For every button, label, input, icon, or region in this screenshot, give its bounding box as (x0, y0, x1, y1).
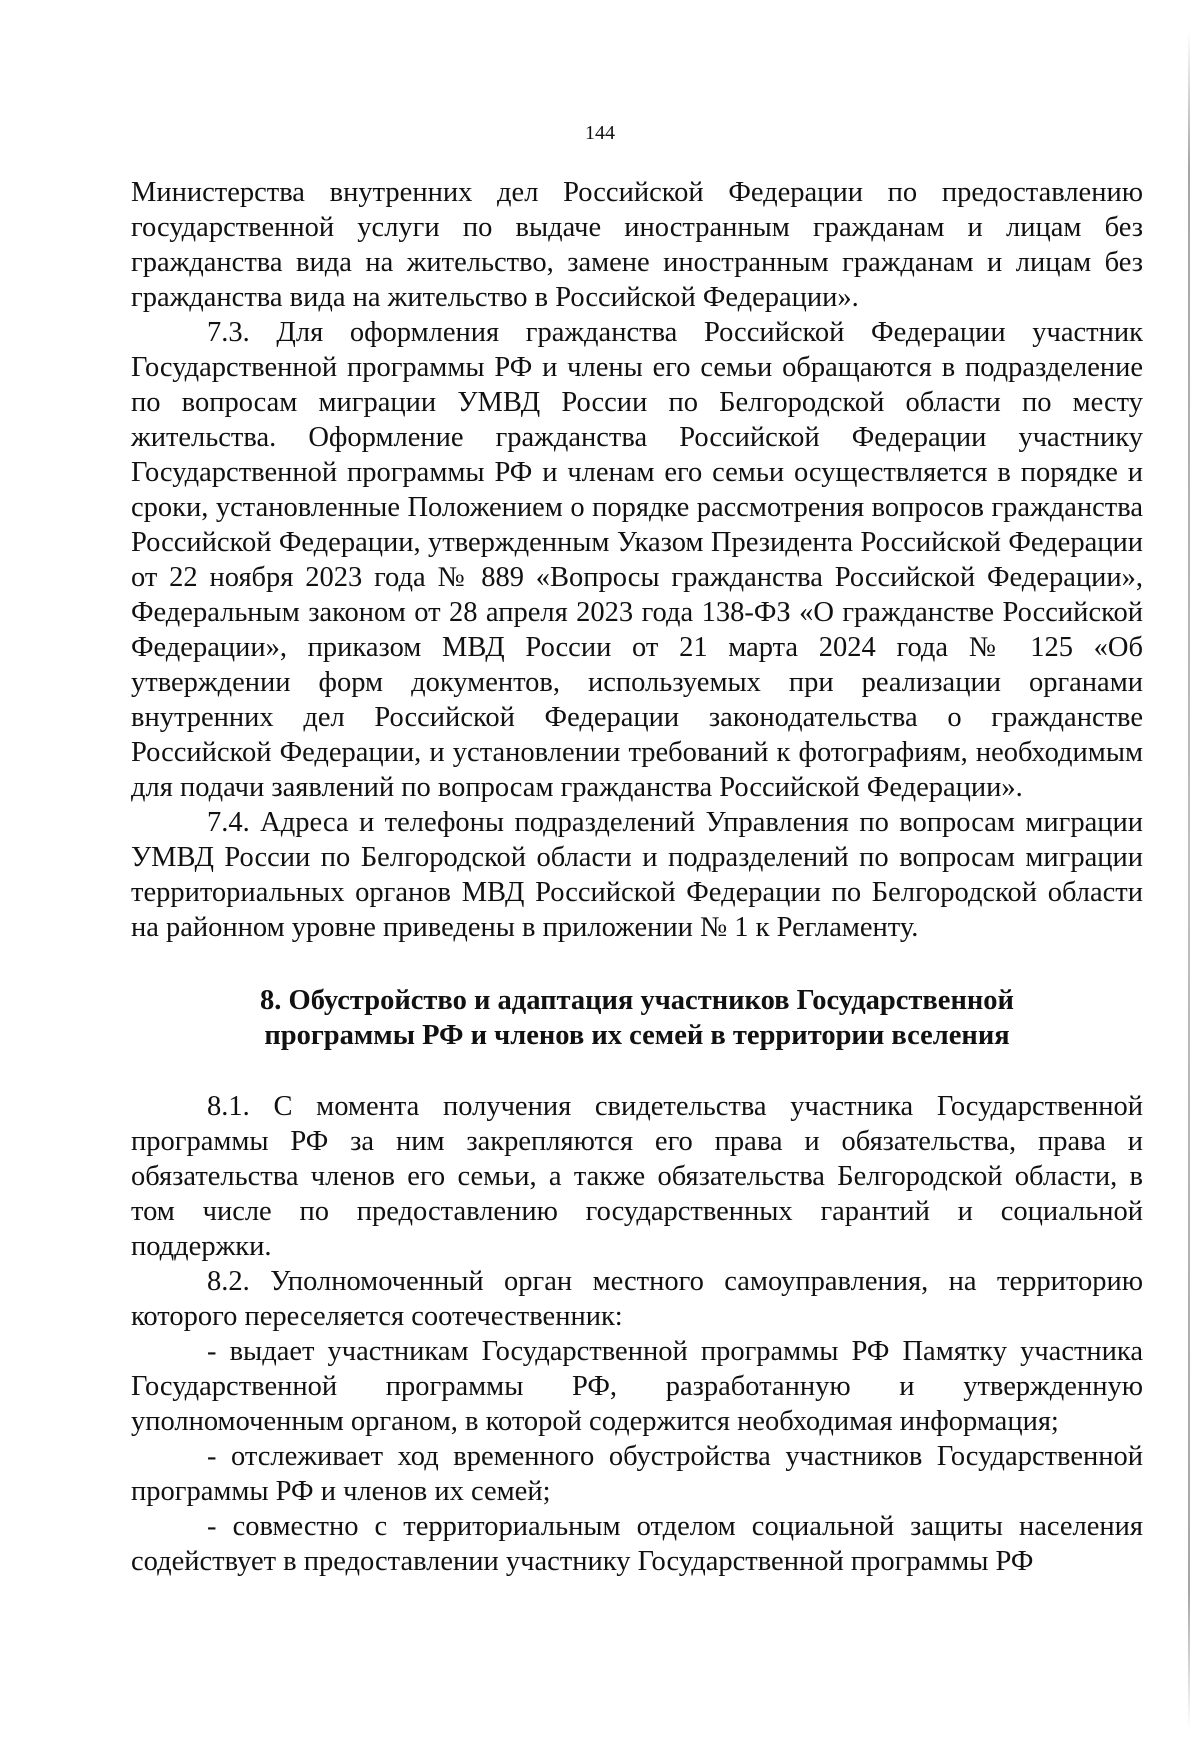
page-number: 144 (585, 122, 615, 144)
list-item-tracking: - отслеживает ход временного обустройства участников Государственной программы РФ и членов их семей; (131, 1441, 1143, 1507)
list-item-social-protection: - совместно с территориальным отделом социальной защиты населения содействует в предоставлении участнику Государственной программы РФ (131, 1511, 1143, 1577)
section-heading (131, 983, 1143, 1053)
list-item-memo: - выдает участникам Государственной программы РФ Памятку участника Государственной программы РФ, разработанную и утвержденную уполномоченным органом, в которой содержится необходимая информация; (131, 1336, 1143, 1437)
scan-edge-line (1188, 30, 1190, 1730)
paragraph-7-3: 7.3. Для оформления гражданства Российской Федерации участник Государственной программы РФ и члены его семьи обращаются в подразделение по вопросам миграции УМВД России по Белгородской области по месту жительства. Оформление гражданства Российской Федерации участнику Государственной программы РФ и членам его семьи осуществляется в порядке и сроки, установленные Положением о порядке рассмотрения вопросов гражданства Российской Федерации, утвержденным Указом Президента Российской Федерации от 22 ноября 2023 года № 889 «Вопросы гражданства Российской Федерации», Федеральным законом от 28 апреля 2023 года 138-ФЗ «О гражданстве Российской Федерации», приказом МВД России от 21 марта 2024 года № 125 «Об утверждении форм документов, используемых при реализации органами внутренних дел Российской Федерации законодательства о гражданстве Российской Федерации, и установлении требований к фотографиям, необходимым для подачи заявлений по вопросам гражданства Российской Федерации». (131, 317, 1143, 803)
paragraph-8-1: 8.1. С момента получения свидетельства участника Государственной программы РФ за ним закрепляются его права и обязательства, права и обязательства членов его семьи, а также обязательства Белгородской области, в том числе по предоставлению государственных гарантий и социальной поддержки. (131, 1091, 1143, 1262)
paragraph-8-2: 8.2. Уполномоченный орган местного самоуправления, на территорию которого переселяется соотечественник: (131, 1266, 1143, 1332)
document-body (131, 175, 1143, 1579)
paragraph-continuation: Министерства внутренних дел Российской Федерации по предоставлению государственной услуги по выдаче иностранным гражданам и лицам без гражданства вида на жительство, замене иностранным гражданам и лицам без гражданства вида на жительство в Российской Федерации». (131, 177, 1143, 313)
paragraph-7-4: 7.4. Адреса и телефоны подразделений Управления по вопросам миграции УМВД России по Белгородской области и подразделений по вопросам миграции территориальных органов МВД Российской Федерации по Белгородской области на районном уровне приведены в приложении № 1 к Регламенту. (131, 807, 1143, 943)
section-heading-line-1: 8. Обустройство и адаптация участников Государственной (260, 985, 1014, 1016)
section-heading-line-2: программы РФ и членов их семей в территории вселения (264, 1020, 1010, 1051)
